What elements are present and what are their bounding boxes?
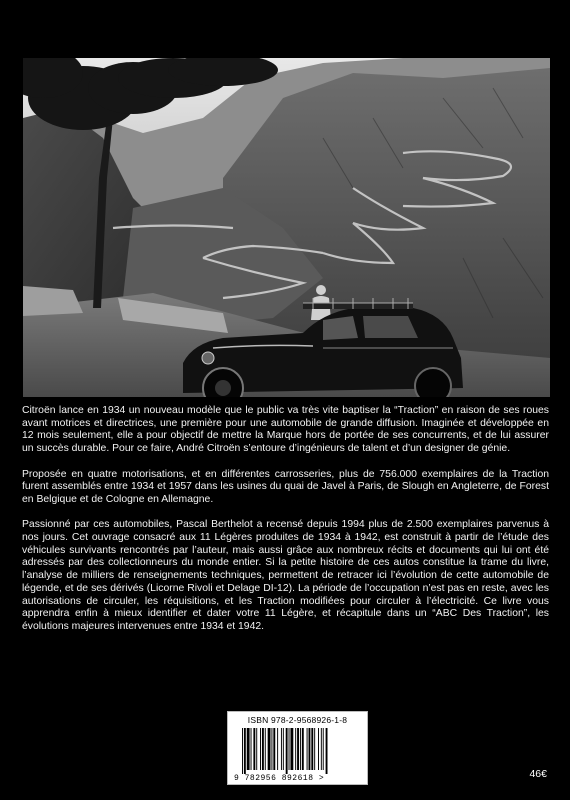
barcode-bar [309,728,311,770]
barcode-bar [307,728,308,770]
barcode-bar [289,728,290,770]
paragraph-production: Proposée en quatre motorisations, et en différentes carrosseries, plus de 756.000 exemplaires de la Traction furent assemblés entre 1934 et 1957 dans les usines du quai de Javel à Paris, de Slough en Angleterre, de Forest en Belgique et de Cologne en Allemagne. [22,468,549,505]
barcode-bar [321,728,322,770]
barcode-bar [302,728,304,770]
barcode-bar [242,728,243,774]
barcode-bar [318,728,319,770]
barcode-bar [253,728,255,770]
cover-photo [23,58,550,397]
barcode-bar [283,728,284,770]
barcode-bar [311,728,313,770]
vintage-car-mountain-photo [23,58,550,397]
barcode-bar [260,728,261,770]
barcode-bar [251,728,252,770]
barcode-bar [273,728,275,770]
barcode-bar [262,728,264,770]
barcode-bar [265,728,266,770]
barcode-bar [290,728,293,770]
barcode-icon [242,728,356,774]
price-label: 46€ [529,768,547,780]
barcode-bar [295,728,296,770]
barcode-bar [256,728,257,770]
barcode-bar [281,728,282,770]
isbn-digits: 9 782956 892618 > [234,774,325,783]
back-cover-text [22,405,549,646]
barcode-bar [323,728,324,770]
barcode-bar [297,728,299,770]
isbn-barcode-box [227,711,368,785]
barcode-bar [286,728,288,774]
barcode-bar [244,728,246,774]
barcode-bar [271,728,272,770]
barcode-bar [247,728,250,770]
barcode-bar [268,728,271,770]
paragraph-intro: Citroën lance en 1934 un nouveau modèle que le public va très vite baptiser la “Traction” en raison de ses roues avant motrices et directrices, une première pour une automobile de grande diffusion. Imaginée et développée en 12 mois seulement, elle a pour objectif de mettre la Marque hors de portée de ses concurrents, et de lui assurer un succès durable. Pour ce faire, André Citroën s’entoure d’ingénieurs de talent et d’un designer de génie. [22,405,549,455]
barcode-bar [314,728,315,770]
barcode-bar [326,728,328,774]
isbn-label: ISBN 978-2-9568926-1-8 [247,715,348,725]
paragraph-author: Passionné par ces automobiles, Pascal Berthelot a recensé depuis 1994 plus de 2.500 exemplaires parvenus à nos jours. Cet ouvrage consacré aux 11 Légères produites de 1934 à 1942, est construit à partir de l’étude des véhicules survivants rencontrés par l’auteur, mais aussi grâce aux nombreux récits et documents qui lui ont été adressés par des collectionneurs du monde entier. Si la petite histoire de ces autos constitue la trame du livre, l’analyse de milliers de renseignements techniques, permettent de retracer ici l’évolution de cette automobile de légende, et de ses dérivés (Licorne Rivoli et Delage DI-12). La période de l’occupation n’est pas en reste, avec les autorisations de circuler, les réquisitions, et les Traction modifiées pour circuler à l’électricité. Ce livre vous apprendra enfin à mieux identifier et dater votre 11 Légère, et récapitule dans un “ABC Des Traction”, les évolutions majeures intervenues entre 1934 et 1942. [22,519,549,632]
barcode-bar [300,728,301,770]
barcode-bar [277,728,278,770]
